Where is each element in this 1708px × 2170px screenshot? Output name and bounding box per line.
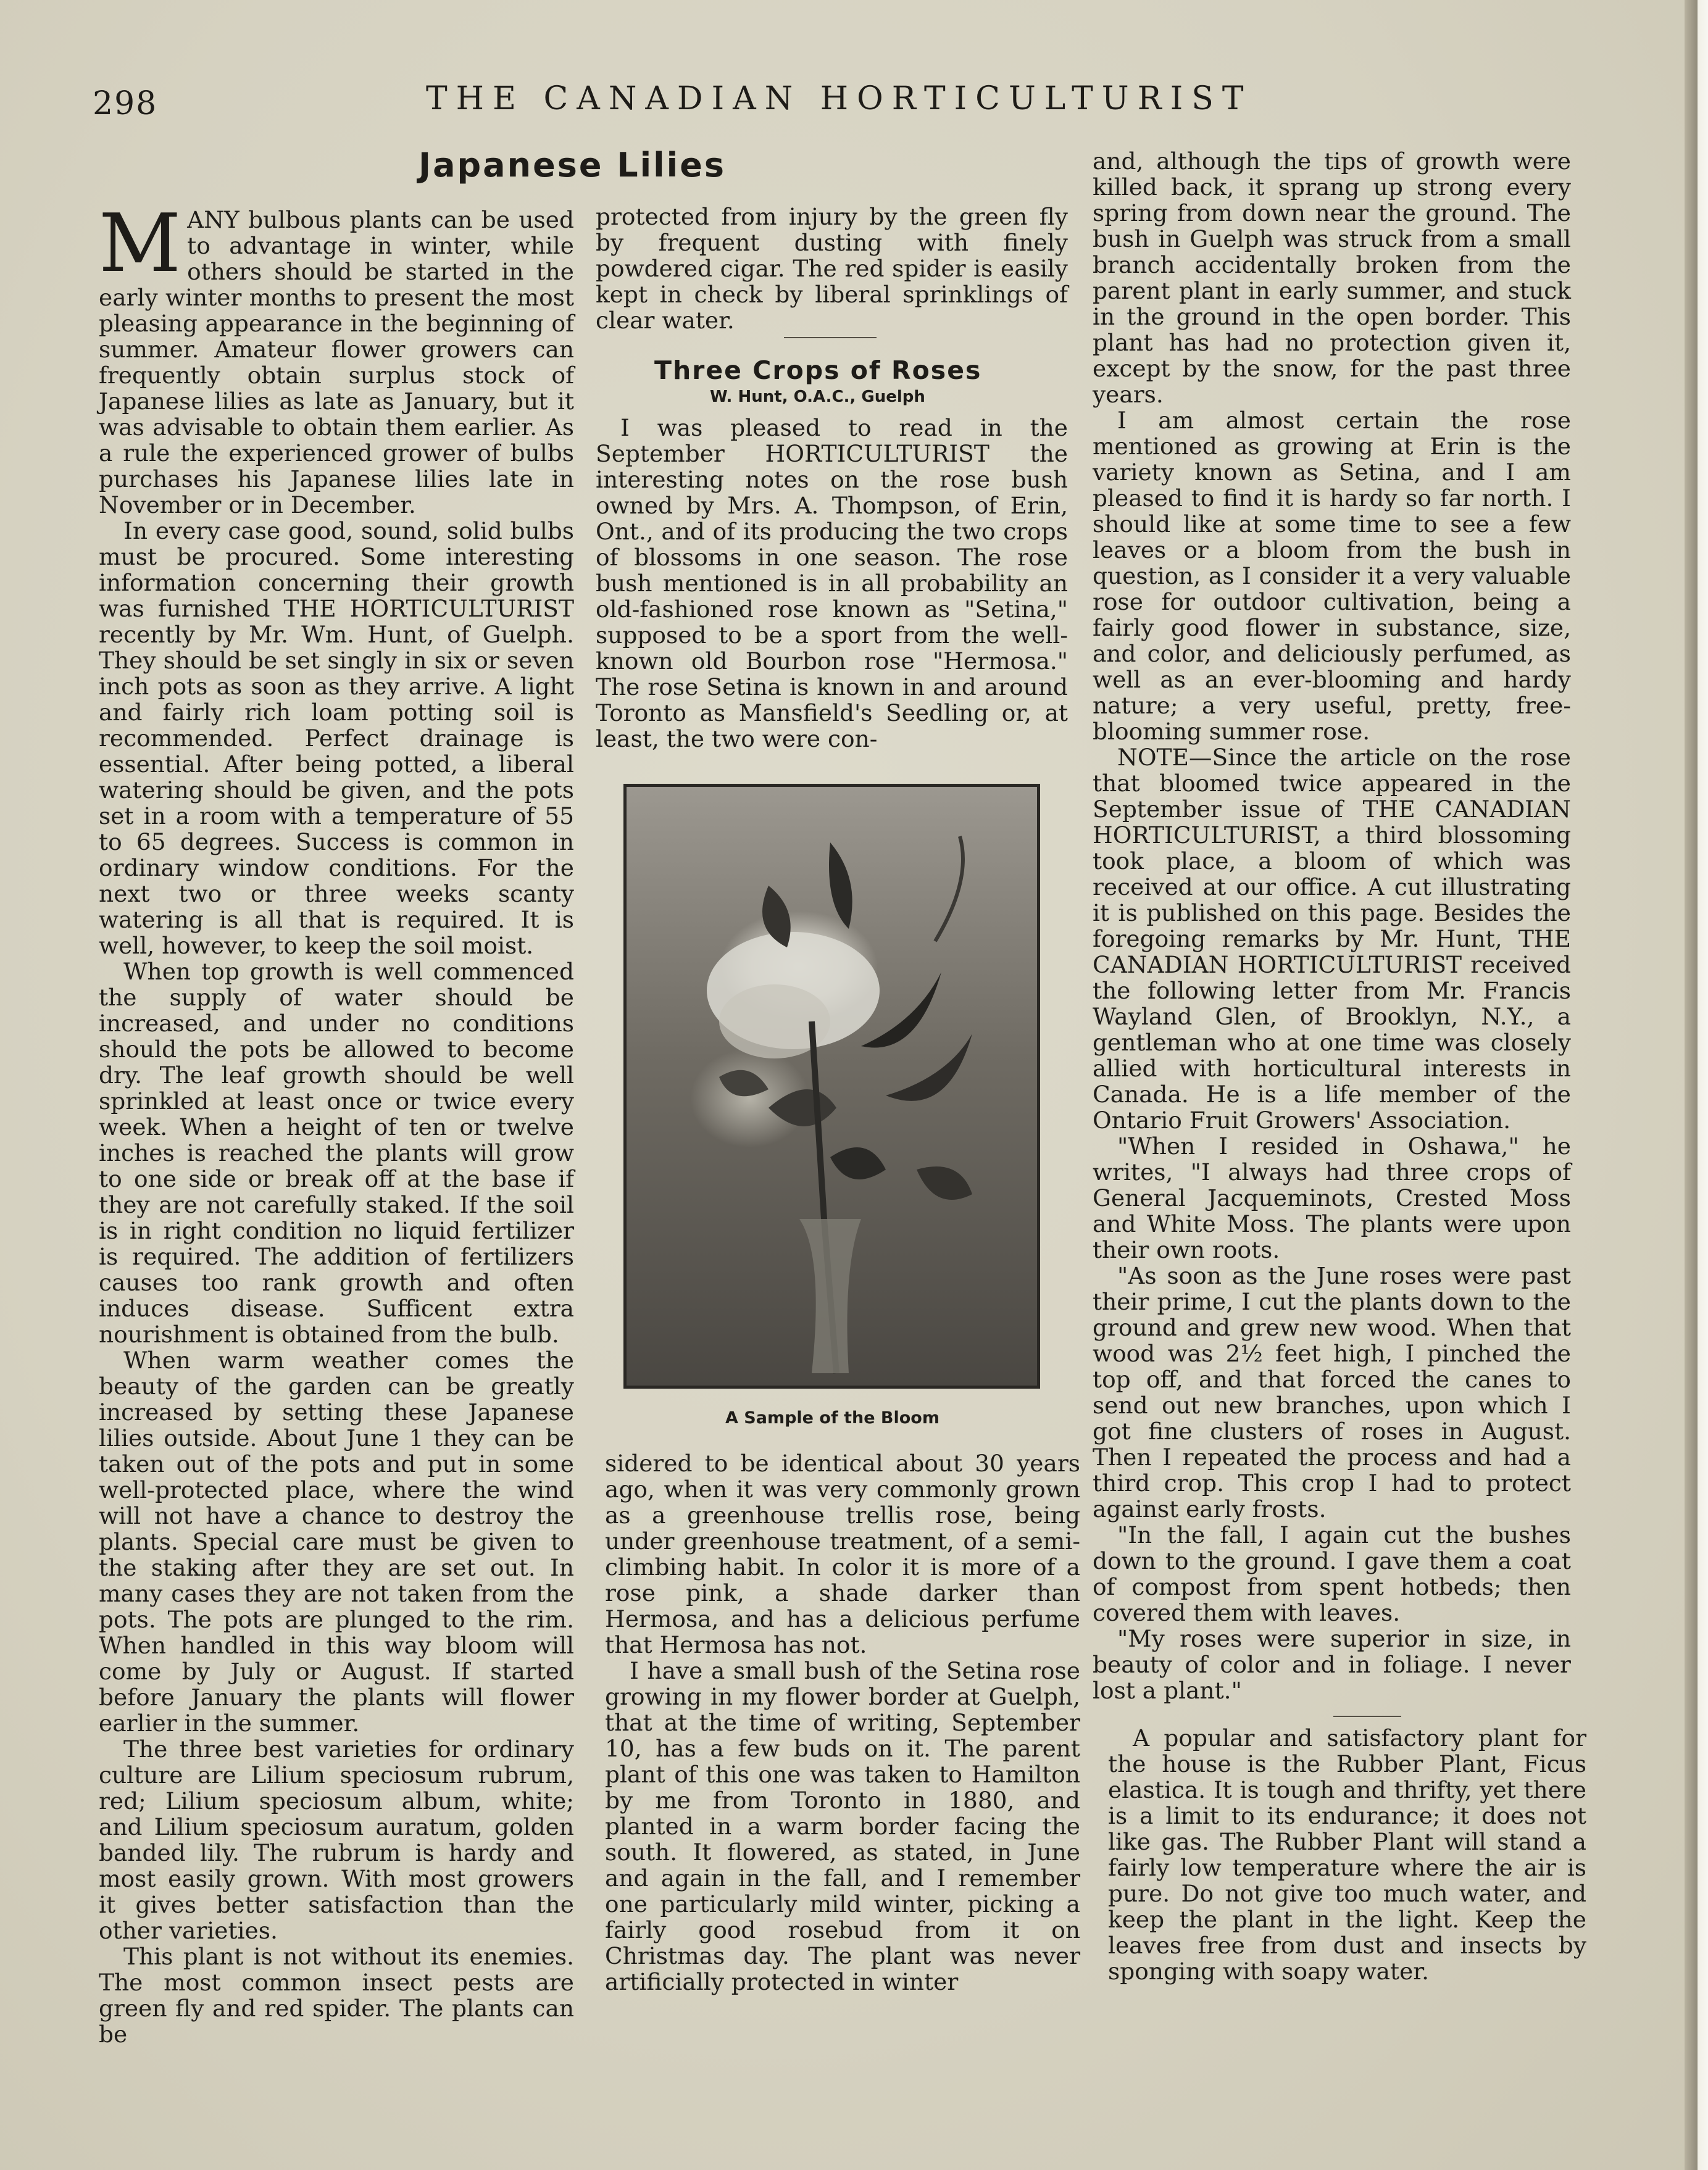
- column-2-top: [596, 204, 1068, 333]
- article-paragraph: NOTE—Since the article on the rose that bloomed twice appeared in the September issue of THE CANADIAN HORTICULTURIST, a third blossoming took place, a bloom of which was received at our office. A cut illustrating it is published on this page. Besides the foregoing remarks by Mr. Hunt, THE CANADIAN HORTICULTURIST received the following letter from Mr. Francis Wayland Glen, of Brooklyn, N.Y., a gentleman who at one time was closely allied with horticultural interests in Canada. He is a life member of the Ontario Fruit Growers' Association.: [1093, 744, 1571, 1134]
- article-title-japanese-lilies: Japanese Lilies: [419, 146, 726, 185]
- article-paragraph: protected from injury by the green fly by frequent dusting with finely powdered cigar. The red spider is easily kept in check by liberal sprinklings of clear water.: [596, 203, 1068, 334]
- section-divider: [1333, 1716, 1401, 1717]
- article-paragraph: MANY bulbous plants can be used to advantage in winter, while others should be started in the early winter months to present the most pleasing appearance in the beginning of summer. Amateur flower growers can frequently obtain surplus stock of Japanese lilies as late as January, but it was advisable to obtain them earlier. As a rule the experienced grower of bulbs purchases his Japanese lilies late in November or in December.: [99, 196, 574, 518]
- article-paragraph: and, although the tips of growth were killed back, it sprang up strong every spring from down near the ground. The bush in Guelph was struck from a small branch accidentally broken from the parent plant in early summer, and stuck in the ground in the open border. This plant has had no protection given it, except by the snow, for the past three years.: [1093, 148, 1571, 408]
- column-1: [99, 196, 574, 2048]
- page-edge: [1685, 0, 1708, 2170]
- article-paragraph: sidered to be identical about 30 years ago, when it was very commonly grown as a greenhouse trellis rose, being under greenhouse treatment, of a semi-climbing habit. In color it is more of a rose pink, a shade darker than Hermosa, and has a delicious perfume that Hermosa has not.: [605, 1450, 1080, 1658]
- article-byline: W. Hunt, O.A.C., Guelph: [710, 388, 925, 406]
- column-3-bottom: [1108, 1725, 1586, 1984]
- column-2-bottom: [605, 1450, 1080, 1995]
- figure-caption: A Sample of the Bloom: [725, 1408, 939, 1428]
- article-paragraph: The three best varieties for ordinary culture are Lilium speciosum rubrum, red; Lilium speciosum album, white; and Lilium speciosum auratum, golden banded lily. The rubrum is hardy and most easily grown. With most growers it gives better satisfaction than the other varieties.: [99, 1736, 574, 1944]
- column-2-middle: [596, 415, 1068, 752]
- article-paragraph: This plant is not without its enemies. The most common insect pests are green fly and red spider. The plants can be: [99, 1943, 574, 2048]
- column-3: [1093, 148, 1571, 1703]
- article-paragraph: "In the fall, I again cut the bushes down to the ground. I gave them a coat of compost from spent hotbeds; then covered them with leaves.: [1093, 1521, 1571, 1626]
- article-paragraph: I was pleased to read in the September HORTICULTURIST the interesting notes on the rose bush owned by Mrs. A. Thompson, of Erin, Ont., and of its producing the two crops of blossoms in one season. The rose bush mentioned is in all probability an old-fashioned rose known as "Setina," supposed to be a sport from the well-known old Bourbon rose "Hermosa." The rose Setina is known in and around Toronto as Mansfield's Seedling or, at least, the two were con-: [596, 414, 1068, 752]
- drop-cap: M: [99, 196, 181, 290]
- article-paragraph: A popular and satisfactory plant for the house is the Rubber Plant, Ficus elastica. It is tough and thrifty, yet there is a limit to its endurance; it does not like gas. The Rubber Plant will stand a fairly low temperature where the air is pure. Do not give too much water, and keep the plant in the light. Keep the leaves free from dust and insects by sponging with soapy water.: [1108, 1724, 1586, 1985]
- article-paragraph: I have a small bush of the Setina rose growing in my flower border at Guelph, that at the time of writing, September 10, has a few buds on it. The parent plant of this one was taken to Hamilton by me from Toronto in 1880, and planted in a warm border facing the south. It flowered, as stated, in June and again in the fall, and I remember one particularly mild winter, picking a fairly good rosebud from it on Christmas day. The plant was never artificially protected in winter: [605, 1657, 1080, 1995]
- article-paragraph: In every case good, sound, solid bulbs must be procured. Some interesting information concerning their growth was furnished THE HORTICULTURIST recently by Mr. Wm. Hunt, of Guelph. They should be set singly in six or seven inch pots as soon as they arrive. A light and fairly rich loam potting soil is recommended. Perfect drainage is essential. After being potted, a liberal watering should be given, and the pots set in a room with a temperature of 55 to 65 degrees. Success is common in ordinary window conditions. For the next two or three weeks scanty watering is all that is required. It is well, however, to keep the soil moist.: [99, 517, 574, 959]
- article-paragraph: "My roses were superior in size, in beauty of color and in foliage. I never lost a plant.": [1093, 1625, 1571, 1704]
- article-paragraph: "When I resided in Oshawa," he writes, "I always had three crops of General Jacqueminots, Crested Moss and White Moss. The plants were upon their own roots.: [1093, 1133, 1571, 1263]
- article-paragraph: When top growth is well commenced the supply of water should be increased, and under no conditions should the pots be allowed to become dry. The leaf growth should be well sprinkled at least once or twice every week. When a height of ten or twelve inches is reached the plants will grow to one side or break off at the base if they are not carefully staked. If the soil is in right condition no liquid fertilizer is required. The addition of fertilizers causes too rank growth and often induces disease. Sufficent extra nourishment is obtained from the bulb.: [99, 958, 574, 1348]
- section-divider: [784, 337, 877, 338]
- page-number: 298: [93, 85, 158, 122]
- article-paragraph: When warm weather comes the beauty of the garden can be greatly increased by setting these Japanese lilies outside. About June 1 they can be taken out of the pots and put in some well-protected place, where the wind will not have a chance to destroy the plants. Special care must be given to the staking after they are set out. In many cases they are not taken from the pots. The pots are plunged to the rim. When handled in this way bloom will come by July or August. If started before January the plants will flower earlier in the summer.: [99, 1347, 574, 1737]
- article-paragraph: I am almost certain the rose mentioned as growing at Erin is the variety known as Setina, and I am pleased to find it is hardy so far north. I should like at some time to see a few leaves or a bloom from the bush in question, as I consider it a very valuable rose for outdoor cultivation, being a fairly good flower in substance, size, and color, and deliciously perfumed, as well as an ever-blooming and hardy nature; a very useful, pretty, free-blooming summer rose.: [1093, 407, 1571, 745]
- article-paragraph: "As soon as the June roses were past their prime, I cut the plants down to the ground and grew new wood. When that wood was 2½ feet high, I pinched the top off, and that forced the canes to send out new branches, upon which I got fine clusters of roses in August. Then I repeated the process and had a third crop. This crop I had to protect against early frosts.: [1093, 1262, 1571, 1523]
- rose-illustration: [627, 787, 1037, 1386]
- article-title-three-crops: Three Crops of Roses: [654, 355, 982, 385]
- running-head: THE CANADIAN HORTICULTURIST: [426, 80, 1252, 117]
- rose-photograph: [623, 784, 1040, 1389]
